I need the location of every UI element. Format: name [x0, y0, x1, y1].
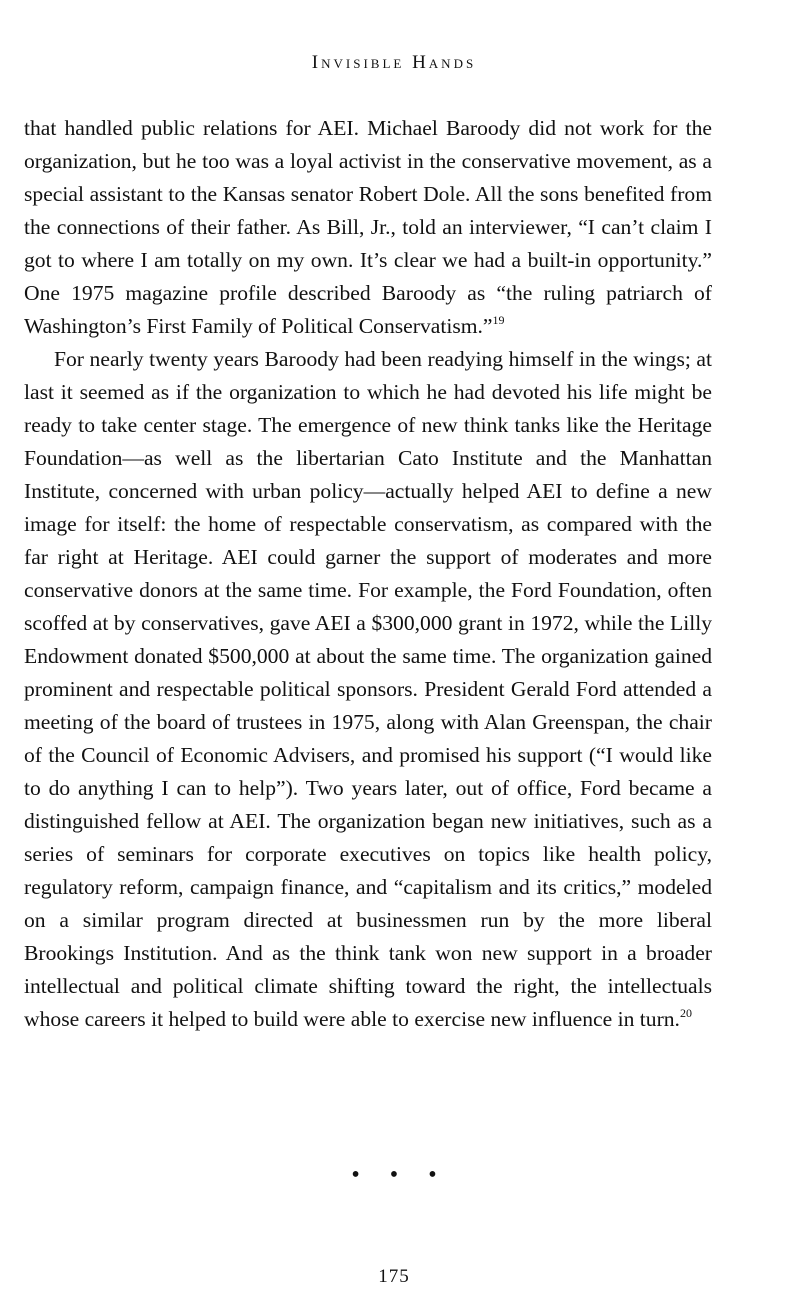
running-head: Invisible Hands [311, 52, 477, 73]
footnote-marker: 19 [492, 313, 505, 327]
paragraph-text: that handled public relations for AEI. Michael Baroody did not work for the organization, but he too was a loyal activist in the conservative movement, as a special assistant to the Kansas senator Robert Dole. All the sons benefited from the connections of their father. As Bill, Jr., told an interviewer, “I can’t claim I got to where I am totally on my own. It’s clear we had a built-in opportunity.” One 1975 magazine profile described Baroody as “the ruling patriarch of Washington’s First Family of Political Conservatism.” [24, 116, 712, 338]
page-number: 175 [378, 1266, 410, 1287]
paragraph-text: For nearly twenty years Baroody had been readying himself in the wings; at last it seemed as if the organization to which he had devoted his life might be ready to take center stage. The emergence of new think tanks like the Heritage Foundation—as well as the libertarian Cato Institute and the Manhattan Institute, concerned with urban policy—actually helped AEI to define a new image for itself: the home of respectable conservatism, as compared with the far right at Heritage. AEI could garner the support of moderates and more conservative donors at the same time. For example, the Ford Foundation, often scoffed at by conservatives, gave AEI a $300,000 grant in 1972, while the Lilly Endowment donated $500,000 at about the same time. The organization gained prominent and respectable political sponsors. President Gerald Ford attended a meeting of the board of trustees in 1975, along with Alan Greenspan, the chair of the Council of Economic Advisers, and promised his support (“I would like to do anything I can to help”). Two years later, out of office, Ford became a distinguished fellow at AEI. The organization began new initiatives, such as a series of seminars for corporate executives on topics like health policy, regulatory reform, campaign finance, and “capitalism and its critics,” modeled on a similar program directed at businessmen run by the more liberal Brookings Institution. And as the think tank won new support in a broader intellectual and political climate shifting toward the right, the intellectuals whose careers it helped to build were able to exercise new influence in turn. [24, 347, 712, 1031]
section-break: ••• [351, 1162, 467, 1188]
body-text [24, 112, 712, 1036]
paragraph [24, 112, 712, 343]
paragraph [24, 343, 712, 1036]
footnote-marker: 20 [679, 1006, 692, 1020]
